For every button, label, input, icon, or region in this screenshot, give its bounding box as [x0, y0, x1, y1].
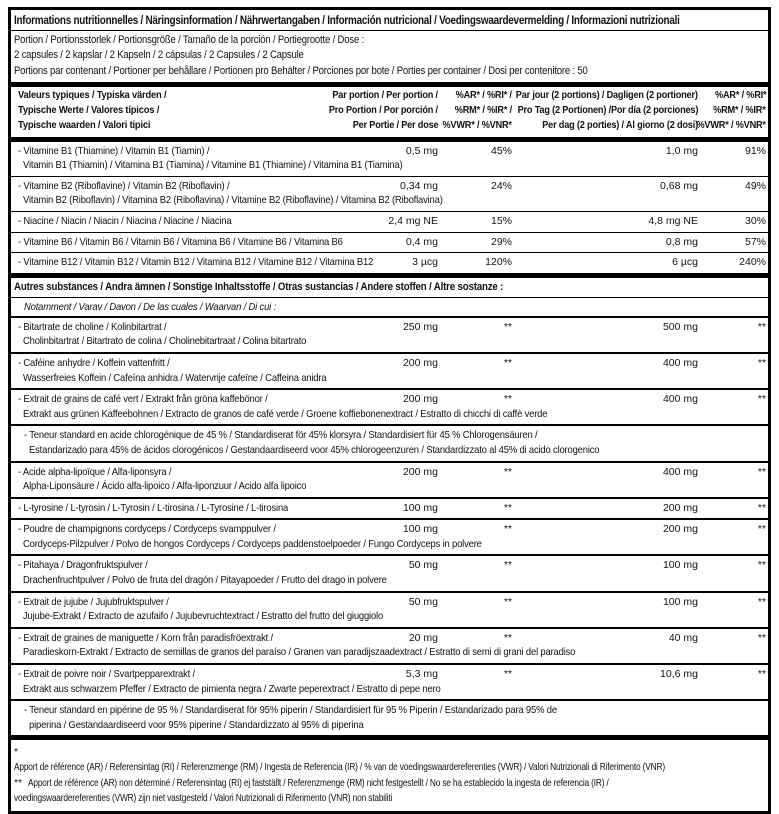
substance-name-line1: - Vitamine B2 (Riboflavine) / Vitamin B2 (Riboflavin) / [18, 179, 230, 192]
percent-ri-per-portion: 15% [490, 214, 512, 227]
substance-name-line1: - Bitartrate de choline / Kolinbitartrat / [18, 320, 167, 333]
value-per-portion: 0,5 mg [405, 144, 438, 157]
footnote-not-established: ** Apport de référence (AR) non déterminé / Referensintag (RI) ej fastställt / Referenzmenge (RM) nicht festgestellt / No se ha establecido la ingesta de referencia (IR) / voedingswaardereferenties (VWR) zijn niet vastgesteld / Valori Nutrizionali di Riferimento (VNR) non stabiliti [14, 778, 609, 804]
value-per-portion: 250 mg [402, 320, 438, 333]
substance-name-line1: - Teneur standard en acide chlorogénique de 45 % / Standardiserat för 45% klorsyra / Standardisiert für 45 % Chlorogensäuren / [24, 429, 538, 442]
value-per-day: 400 mg [662, 393, 698, 406]
serving-info [11, 31, 768, 82]
table-row [11, 252, 768, 273]
percent-ri-per-day: ** [757, 668, 766, 681]
value-per-portion: 0,34 mg [400, 179, 438, 192]
value-per-portion: 50 mg [408, 559, 438, 572]
table-row [11, 318, 768, 352]
value-per-day: 4,8 mg NE [648, 214, 698, 227]
percent-ri-per-day: ** [757, 393, 766, 406]
value-per-portion: 0,4 mg [405, 235, 438, 248]
percent-ri-per-portion: 45% [490, 144, 512, 157]
value-per-day: 100 mg [662, 559, 698, 572]
value-per-day: 10,6 mg [660, 668, 698, 681]
percent-ri-per-portion: ** [503, 320, 512, 333]
substance-name-line1: - Extrait de poivre noir / Svartpepparextrakt / [18, 668, 195, 681]
value-per-day: 40 mg [668, 631, 698, 644]
label-title [11, 10, 768, 31]
percent-ri-per-portion: ** [503, 465, 512, 478]
serving-size-line: Portion / Portionsstorlek / Portionsgröße / Tamaño de la porción / Portiegrootte / Dose : [14, 34, 365, 46]
value-per-day: 200 mg [662, 501, 698, 514]
value-per-portion: 100 mg [402, 523, 438, 536]
percent-ri-per-day: 91% [744, 144, 766, 157]
percent-ri-per-portion: ** [503, 668, 512, 681]
substance-name-line2: Drachenfruchtpulver / Polvo de fruta del dragón / Pitayapoeder / Frutto del drago in polvere [23, 574, 387, 587]
table-row [11, 142, 768, 176]
table-row [11, 352, 768, 388]
substance-name-line1: - Niacine / Niacin / Niacin / Niacina / Niacine / Niacina [18, 214, 232, 227]
table-row [11, 388, 768, 424]
asterisk-marker: * [14, 747, 19, 759]
footnote-reference-intake: *Apport de référence (AR) / Referensintag (RI) / Referenzmenge (RM) / Ingesta de Referencia (IR) / % van de voedingswaardereferenties (VWR) / Valori Nutrizionali di Riferimento (VNR) [14, 747, 665, 773]
percent-ri-per-portion: 120% [485, 256, 512, 269]
substance-name-line1: - Poudre de champignons cordyceps / Cordyceps svamppulver / [18, 523, 276, 536]
header-percent-ri-day: %AR* / %RI* %RM* / %IR* %VWR* / %VNR* [696, 90, 766, 131]
percent-ri-per-day: ** [757, 595, 766, 608]
table-row [11, 176, 768, 211]
value-per-portion: 50 mg [408, 595, 438, 608]
percent-ri-per-day: ** [757, 523, 766, 536]
percent-ri-per-day: ** [757, 320, 766, 333]
substance-name-line2: Vitamin B1 (Thiamin) / Vitamina B1 (Tiamina) / Vitamine B1 (Thiamine) / Vitamina B1 (Tiamina) [23, 159, 403, 172]
value-per-day: 0,8 mg [665, 235, 698, 248]
substance-name-line2: Jujube-Extrakt / Extracto de azufaifo / Jujubevruchtextract / Estratto del frutto del giuggiolo [23, 610, 384, 623]
percent-ri-per-day: 240% [739, 256, 766, 269]
percent-ri-per-day: ** [757, 356, 766, 369]
substance-name-line1: - L-tyrosine / L-tyrosin / L-Tyrosin / L-tirosina / L-Tyrosine / L-tirosina [18, 501, 289, 514]
table-row [11, 497, 768, 519]
table-row [11, 627, 768, 663]
substance-name-line1: - Acide alpha-lipoïque / Alfa-liponsyra / [18, 465, 172, 478]
percent-ri-per-portion: ** [503, 523, 512, 536]
table-row [11, 211, 768, 232]
label-title-text: Informations nutritionnelles / Näringsinformation / Nährwertangaben / Información nutricional / Voedingswaardevermelding / Informazioni nutrizionali [14, 13, 680, 27]
value-per-day: 400 mg [662, 465, 698, 478]
substance-name-line2: Cholinbitartrat / Bitartrato de colina / Cholinebitartraat / Colina bitartrato [23, 335, 307, 348]
value-per-portion: 100 mg [402, 501, 438, 514]
percent-ri-per-day: 30% [744, 214, 766, 227]
percent-ri-per-day: ** [757, 631, 766, 644]
value-per-day: 6 µcg [672, 256, 698, 269]
value-per-portion: 5,3 mg [405, 668, 438, 681]
percent-ri-per-day: 57% [744, 235, 766, 248]
vitamins-section [11, 142, 768, 273]
percent-ri-per-portion: ** [503, 356, 512, 369]
value-per-day: 0,68 mg [660, 179, 698, 192]
other-substances-rows [11, 318, 768, 736]
value-per-portion: 200 mg [402, 356, 438, 369]
substance-name-line1: - Extrait de graines de maniguette / Korn från paradisfröextrakt / [18, 631, 273, 644]
substance-name-line1: - Caféine anhydre / Koffein vattenfritt / [18, 356, 170, 369]
table-row [11, 232, 768, 253]
value-per-day: 500 mg [662, 320, 698, 333]
servings-per-container-line: Portions par contenant / Portioner per behållare / Portionen pro Behälter / Porciones por bote / Porties per container / Dosi per contenitore : 50 [14, 64, 588, 77]
percent-ri-per-portion: ** [503, 631, 512, 644]
substance-name-line1: - Extrait de grains de café vert / Extrakt från gröna kaffebönor / [18, 393, 268, 406]
value-per-day: 400 mg [662, 356, 698, 369]
percent-ri-per-day: ** [757, 501, 766, 514]
other-substances-header: Autres substances / Andra ämnen / Sonstige Inhaltsstoffe / Otras sustancias / Andere stoffen / Altre sostanze : [11, 278, 768, 298]
substance-name-line2: Wasserfreies Koffein / Cafeína anhidra / Watervrije cafeïne / Caffeina anidra [23, 371, 327, 384]
substance-name-line2: Vitamin B2 (Riboflavin) / Vitamina B2 (Riboflavina) / Vitamine B2 (Riboflavine) / Vitamina B2 (Riboflavina) [23, 194, 443, 207]
value-per-portion: 2,4 mg NE [388, 214, 438, 227]
substance-name-line2: Paradieskorn-Extrakt / Extracto de semillas de granos del paraíso / Granen van paradijszaadextract / Estratto di semi di grani del paradiso [23, 646, 576, 659]
serving-capsules-line: 2 capsules / 2 kapslar / 2 Kapseln / 2 cápsulas / 2 Capsules / 2 Capsule [14, 49, 304, 62]
percent-ri-per-portion: 29% [490, 235, 512, 248]
substance-name-line2: Alpha-Liponsäure / Ácido alfa-lipoico / Alfa-liponzuur / Acido alfa lipoico [23, 480, 307, 493]
footnotes [11, 740, 768, 811]
table-row [11, 518, 768, 554]
double-asterisk-marker: ** [14, 778, 23, 790]
other-substances-subheader: Notamment / Varav / Davon / De las cuales / Waarvan / Di cui : [11, 298, 768, 318]
substance-name-line1: - Extrait de jujube / Jujubfruktspulver / [18, 595, 169, 608]
percent-ri-per-day: 49% [744, 179, 766, 192]
value-per-day: 1,0 mg [665, 144, 698, 157]
substance-name-line2: Extrakt aus grünen Kaffeebohnen / Extracto de granos de café verde / Groene koffiebonenextract / Estratto di chicchi di caffè verde [23, 407, 548, 420]
percent-ri-per-portion: ** [503, 393, 512, 406]
substance-name-line1: - Pitahaya / Dragonfruktspulver / [18, 559, 148, 572]
percent-ri-per-portion: ** [503, 501, 512, 514]
substance-name-line2: Cordyceps-Pilzpulver / Polvo de hongos Cordyceps / Cordyceps paddenstoelpoeder / Fungo Cordyceps in polvere [23, 537, 482, 550]
substance-name-line2: Estandarizado para 45% de ácidos clorogénicos / Gestandaardiseerd voor 45% chlorogeenzuren / Standardizzato al 45% di acido clorogenico [29, 443, 600, 456]
substance-name-line1: - Teneur standard en pipérine de 95 % / Standardiserat för 95% piperin / Standardisiert für 95 % Piperin / Estandarizado para 95% de [24, 704, 557, 717]
value-per-portion: 200 mg [402, 393, 438, 406]
table-row [11, 461, 768, 497]
substance-name-line1: - Vitamine B1 (Thiamine) / Vitamin B1 (Tiamin) / [18, 144, 210, 157]
nutrition-label [8, 7, 771, 814]
header-percent-ri-portion: %AR* / %RI* / %RM* / %IR* / %VWR* / %VNR* [442, 90, 512, 131]
table-row [11, 554, 768, 590]
percent-ri-per-day: ** [757, 559, 766, 572]
value-per-day: 100 mg [662, 595, 698, 608]
percent-ri-per-portion: 24% [490, 179, 512, 192]
substance-name-line1: - Vitamine B12 / Vitamin B12 / Vitamin B12 / Vitamina B12 / Vitamine B12 / Vitamina B12 [18, 256, 374, 269]
standardization-note-row [11, 424, 768, 460]
value-per-portion: 3 µcg [412, 256, 438, 269]
value-per-portion: 200 mg [402, 465, 438, 478]
substance-name-line2: piperina / Gestandaardiseerd voor 95% piperine / Standardizzato al 95% di piperina [29, 718, 364, 731]
value-per-portion: 20 mg [408, 631, 438, 644]
header-typical-values: Valeurs typiques / Typiska värden / Typische Werte / Valores típicos / Typische waarden / Valori tipici [18, 90, 167, 131]
table-header [11, 87, 768, 136]
header-per-day: Par jour (2 portions) / Dagligen (2 portioner) Pro Tag (2 Portionen) /Por día (2 porciones) Per dag (2 porties) / Al giorno (2 dosi) [516, 90, 698, 131]
table-row [11, 591, 768, 627]
percent-ri-per-portion: ** [503, 559, 512, 572]
percent-ri-per-day: ** [757, 465, 766, 478]
header-per-portion: Par portion / Per portion / Pro Portion / Por porción / Per Portie / Per dose [328, 90, 438, 131]
substance-name-line2: Extrakt aus schwarzem Pfeffer / Extracto de pimienta negra / Zwarte peperextract / Estratto di pepe nero [23, 682, 441, 695]
percent-ri-per-portion: ** [503, 595, 512, 608]
substance-name-line1: - Vitamine B6 / Vitamin B6 / Vitamin B6 / Vitamina B6 / Vitamine B6 / Vitamina B6 [18, 235, 343, 248]
standardization-note-row [11, 699, 768, 735]
table-row [11, 663, 768, 699]
value-per-day: 200 mg [662, 523, 698, 536]
